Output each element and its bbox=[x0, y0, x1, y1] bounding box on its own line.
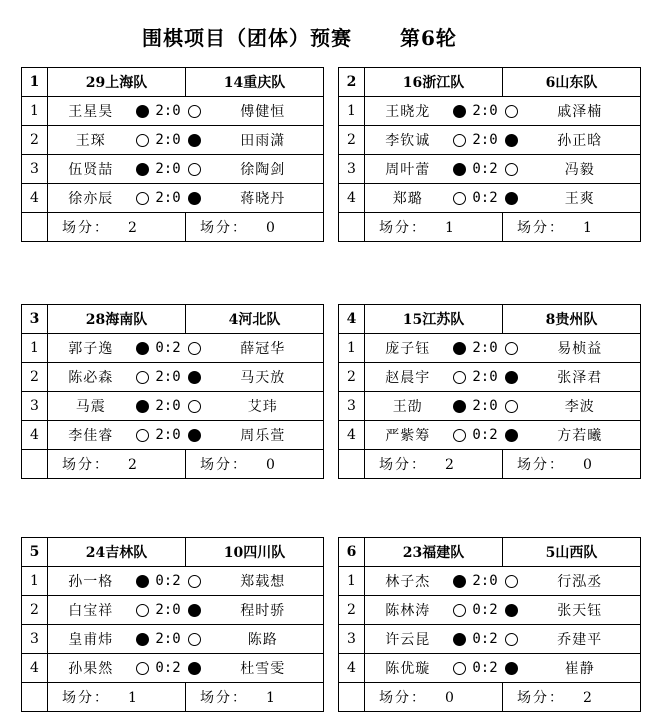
table-row bbox=[22, 654, 324, 683]
white-stone-icon bbox=[136, 604, 149, 617]
white-stone-icon bbox=[453, 662, 466, 675]
stone-a bbox=[451, 126, 468, 155]
black-stone-icon bbox=[453, 575, 466, 588]
stone-a bbox=[134, 155, 151, 184]
stone-b bbox=[503, 155, 520, 184]
stone-a bbox=[451, 155, 468, 184]
game-result: 2:0 bbox=[151, 596, 186, 625]
stone-a bbox=[134, 363, 151, 392]
board-number: 3 bbox=[22, 155, 48, 184]
black-stone-icon bbox=[136, 575, 149, 588]
game-result: 0:2 bbox=[151, 334, 186, 363]
score-value: 0 bbox=[583, 457, 592, 473]
white-stone-icon bbox=[188, 633, 201, 646]
player-b: 艾玮 bbox=[203, 392, 324, 421]
player-b: 冯毅 bbox=[520, 155, 641, 184]
game-result: 2:0 bbox=[151, 184, 186, 213]
black-stone-icon bbox=[136, 633, 149, 646]
score-label: 场分： bbox=[379, 220, 427, 236]
board-number: 3 bbox=[22, 392, 48, 421]
match-number: 3 bbox=[22, 305, 48, 334]
white-stone-icon bbox=[136, 429, 149, 442]
match-table bbox=[21, 67, 324, 242]
round-label: 第6轮 bbox=[400, 26, 457, 50]
table-row bbox=[339, 334, 641, 363]
team-a-score bbox=[48, 683, 186, 712]
game-result: 2:0 bbox=[468, 392, 503, 421]
stone-b bbox=[503, 392, 520, 421]
stone-a bbox=[134, 625, 151, 654]
board-number: 4 bbox=[22, 654, 48, 683]
team-a-name: 28海南队 bbox=[48, 305, 186, 334]
match-table bbox=[21, 537, 324, 712]
board-number: 4 bbox=[339, 184, 365, 213]
white-stone-icon bbox=[136, 371, 149, 384]
stone-b bbox=[503, 567, 520, 596]
score-row-blank bbox=[22, 683, 48, 712]
black-stone-icon bbox=[188, 134, 201, 147]
black-stone-icon bbox=[188, 604, 201, 617]
player-b: 张泽君 bbox=[520, 363, 641, 392]
table-row bbox=[339, 654, 641, 683]
stone-b bbox=[503, 421, 520, 450]
board-number: 4 bbox=[339, 421, 365, 450]
score-label: 场分： bbox=[379, 690, 427, 706]
player-a: 伍贤喆 bbox=[48, 155, 134, 184]
game-result: 0:2 bbox=[151, 654, 186, 683]
player-a: 赵晨宇 bbox=[365, 363, 451, 392]
game-result: 0:2 bbox=[468, 596, 503, 625]
stone-a bbox=[134, 421, 151, 450]
team-b-name: 4河北队 bbox=[186, 305, 324, 334]
table-row bbox=[22, 567, 324, 596]
board-number: 1 bbox=[22, 334, 48, 363]
table-row bbox=[339, 567, 641, 596]
table-row bbox=[22, 155, 324, 184]
player-b: 张天钰 bbox=[520, 596, 641, 625]
stone-a bbox=[451, 596, 468, 625]
table-row bbox=[339, 596, 641, 625]
stone-a bbox=[134, 334, 151, 363]
stone-a bbox=[134, 184, 151, 213]
stone-a bbox=[451, 97, 468, 126]
match-table bbox=[338, 537, 641, 712]
board-number: 4 bbox=[22, 184, 48, 213]
team-a-score bbox=[365, 213, 503, 242]
board-number: 4 bbox=[22, 421, 48, 450]
player-a: 林子杰 bbox=[365, 567, 451, 596]
game-result: 0:2 bbox=[468, 421, 503, 450]
game-result: 2:0 bbox=[151, 155, 186, 184]
match-number: 5 bbox=[22, 538, 48, 567]
black-stone-icon bbox=[453, 400, 466, 413]
stone-a bbox=[451, 567, 468, 596]
score-value: 0 bbox=[266, 457, 275, 473]
team-a-score bbox=[365, 683, 503, 712]
table-row bbox=[22, 392, 324, 421]
board-number: 4 bbox=[339, 654, 365, 683]
board-number: 1 bbox=[339, 567, 365, 596]
board-number: 3 bbox=[339, 392, 365, 421]
black-stone-icon bbox=[505, 604, 518, 617]
team-a-score bbox=[365, 450, 503, 479]
stone-b bbox=[503, 654, 520, 683]
game-result: 0:2 bbox=[468, 625, 503, 654]
match-table bbox=[338, 304, 641, 479]
match-number: 2 bbox=[339, 68, 365, 97]
team-a-name: 29上海队 bbox=[48, 68, 186, 97]
team-b-score bbox=[503, 450, 641, 479]
stone-a bbox=[451, 625, 468, 654]
player-a: 白宝祥 bbox=[48, 596, 134, 625]
player-b: 易桢益 bbox=[520, 334, 641, 363]
game-result: 2:0 bbox=[151, 126, 186, 155]
black-stone-icon bbox=[505, 662, 518, 675]
stone-b bbox=[503, 363, 520, 392]
score-label: 场分： bbox=[62, 220, 110, 236]
board-number: 3 bbox=[339, 155, 365, 184]
stone-a bbox=[134, 392, 151, 421]
stone-b bbox=[186, 654, 203, 683]
player-a: 王琛 bbox=[48, 126, 134, 155]
stone-b bbox=[186, 392, 203, 421]
board-number: 2 bbox=[22, 126, 48, 155]
team-b-score bbox=[186, 683, 324, 712]
game-result: 2:0 bbox=[468, 126, 503, 155]
black-stone-icon bbox=[453, 105, 466, 118]
player-a: 李佳睿 bbox=[48, 421, 134, 450]
stone-a bbox=[451, 363, 468, 392]
board-number: 3 bbox=[22, 625, 48, 654]
white-stone-icon bbox=[136, 192, 149, 205]
score-label: 场分： bbox=[379, 457, 427, 473]
table-row bbox=[339, 97, 641, 126]
white-stone-icon bbox=[453, 134, 466, 147]
black-stone-icon bbox=[505, 371, 518, 384]
player-b: 周乐萱 bbox=[203, 421, 324, 450]
player-b: 崔静 bbox=[520, 654, 641, 683]
player-b: 程时骄 bbox=[203, 596, 324, 625]
player-b: 陈路 bbox=[203, 625, 324, 654]
player-b: 徐陶剑 bbox=[203, 155, 324, 184]
game-result: 2:0 bbox=[151, 392, 186, 421]
white-stone-icon bbox=[188, 342, 201, 355]
team-a-score bbox=[48, 213, 186, 242]
white-stone-icon bbox=[505, 105, 518, 118]
player-b: 田雨潇 bbox=[203, 126, 324, 155]
match-table bbox=[338, 67, 641, 242]
stone-b bbox=[186, 334, 203, 363]
team-a-name: 24吉林队 bbox=[48, 538, 186, 567]
stone-b bbox=[186, 184, 203, 213]
black-stone-icon bbox=[505, 134, 518, 147]
team-b-score bbox=[503, 213, 641, 242]
board-number: 2 bbox=[22, 363, 48, 392]
black-stone-icon bbox=[505, 192, 518, 205]
table-row bbox=[339, 392, 641, 421]
board-number: 2 bbox=[22, 596, 48, 625]
player-a: 严紫筹 bbox=[365, 421, 451, 450]
board-number: 1 bbox=[339, 97, 365, 126]
black-stone-icon bbox=[136, 105, 149, 118]
player-b: 傅健恒 bbox=[203, 97, 324, 126]
stone-b bbox=[503, 184, 520, 213]
stone-b bbox=[503, 126, 520, 155]
score-value: 2 bbox=[445, 457, 454, 473]
team-b-name: 14重庆队 bbox=[186, 68, 324, 97]
game-result: 0:2 bbox=[468, 155, 503, 184]
black-stone-icon bbox=[453, 163, 466, 176]
score-row-blank bbox=[22, 213, 48, 242]
game-result: 2:0 bbox=[151, 625, 186, 654]
stone-a bbox=[134, 567, 151, 596]
white-stone-icon bbox=[505, 400, 518, 413]
player-a: 马震 bbox=[48, 392, 134, 421]
white-stone-icon bbox=[188, 400, 201, 413]
player-a: 庞子钰 bbox=[365, 334, 451, 363]
team-a-name: 23福建队 bbox=[365, 538, 503, 567]
match-number: 6 bbox=[339, 538, 365, 567]
player-a: 陈优璇 bbox=[365, 654, 451, 683]
white-stone-icon bbox=[188, 163, 201, 176]
board-number: 1 bbox=[22, 567, 48, 596]
board-number: 1 bbox=[339, 334, 365, 363]
table-row bbox=[22, 421, 324, 450]
player-a: 许云昆 bbox=[365, 625, 451, 654]
table-row bbox=[339, 363, 641, 392]
black-stone-icon bbox=[188, 429, 201, 442]
player-b: 马天放 bbox=[203, 363, 324, 392]
board-number: 2 bbox=[339, 126, 365, 155]
player-a: 王星昊 bbox=[48, 97, 134, 126]
match-number: 4 bbox=[339, 305, 365, 334]
player-b: 蒋晓丹 bbox=[203, 184, 324, 213]
stone-a bbox=[451, 421, 468, 450]
stone-b bbox=[186, 363, 203, 392]
black-stone-icon bbox=[136, 163, 149, 176]
player-b: 郑载想 bbox=[203, 567, 324, 596]
game-result: 2:0 bbox=[468, 567, 503, 596]
black-stone-icon bbox=[453, 633, 466, 646]
player-b: 孙正晗 bbox=[520, 126, 641, 155]
white-stone-icon bbox=[453, 371, 466, 384]
table-row bbox=[22, 363, 324, 392]
white-stone-icon bbox=[136, 134, 149, 147]
game-result: 0:2 bbox=[151, 567, 186, 596]
game-result: 2:0 bbox=[151, 97, 186, 126]
player-a: 陈必森 bbox=[48, 363, 134, 392]
player-a: 郑璐 bbox=[365, 184, 451, 213]
page-title bbox=[142, 22, 457, 51]
player-a: 李钦诚 bbox=[365, 126, 451, 155]
player-b: 薛冠华 bbox=[203, 334, 324, 363]
team-b-score bbox=[186, 450, 324, 479]
player-b: 乔建平 bbox=[520, 625, 641, 654]
black-stone-icon bbox=[188, 371, 201, 384]
board-number: 1 bbox=[22, 97, 48, 126]
score-value: 1 bbox=[583, 220, 592, 236]
player-a: 王劭 bbox=[365, 392, 451, 421]
score-value: 1 bbox=[128, 690, 137, 706]
team-a-name: 16浙江队 bbox=[365, 68, 503, 97]
table-row bbox=[339, 421, 641, 450]
white-stone-icon bbox=[505, 163, 518, 176]
team-b-name: 5山西队 bbox=[503, 538, 641, 567]
stone-b bbox=[503, 334, 520, 363]
stone-b bbox=[186, 97, 203, 126]
white-stone-icon bbox=[505, 575, 518, 588]
white-stone-icon bbox=[505, 633, 518, 646]
white-stone-icon bbox=[136, 662, 149, 675]
team-b-name: 8贵州队 bbox=[503, 305, 641, 334]
stone-b bbox=[503, 596, 520, 625]
white-stone-icon bbox=[505, 342, 518, 355]
table-row bbox=[339, 625, 641, 654]
stone-b bbox=[503, 625, 520, 654]
table-row bbox=[22, 126, 324, 155]
black-stone-icon bbox=[188, 192, 201, 205]
player-a: 周叶蕾 bbox=[365, 155, 451, 184]
board-number: 2 bbox=[339, 363, 365, 392]
player-a: 孙果然 bbox=[48, 654, 134, 683]
stone-b bbox=[186, 567, 203, 596]
player-a: 陈林涛 bbox=[365, 596, 451, 625]
score-label: 场分： bbox=[517, 457, 565, 473]
match-number: 1 bbox=[22, 68, 48, 97]
player-b: 杜雪雯 bbox=[203, 654, 324, 683]
team-b-score bbox=[503, 683, 641, 712]
black-stone-icon bbox=[136, 400, 149, 413]
game-result: 2:0 bbox=[151, 421, 186, 450]
score-value: 2 bbox=[128, 457, 137, 473]
table-row bbox=[339, 126, 641, 155]
player-b: 戚泽楠 bbox=[520, 97, 641, 126]
score-value: 1 bbox=[445, 220, 454, 236]
stone-b bbox=[186, 596, 203, 625]
player-a: 王晓龙 bbox=[365, 97, 451, 126]
score-value: 2 bbox=[583, 690, 592, 706]
score-label: 场分： bbox=[62, 457, 110, 473]
score-value: 2 bbox=[128, 220, 137, 236]
game-result: 2:0 bbox=[468, 363, 503, 392]
score-row-blank bbox=[22, 450, 48, 479]
black-stone-icon bbox=[453, 342, 466, 355]
stone-a bbox=[134, 654, 151, 683]
event-title: 围棋项目（团体）预赛 bbox=[142, 26, 352, 50]
white-stone-icon bbox=[188, 575, 201, 588]
stone-a bbox=[451, 184, 468, 213]
board-number: 3 bbox=[339, 625, 365, 654]
score-label: 场分： bbox=[517, 220, 565, 236]
stone-b bbox=[503, 97, 520, 126]
team-b-score bbox=[186, 213, 324, 242]
player-a: 孙一格 bbox=[48, 567, 134, 596]
table-row bbox=[22, 596, 324, 625]
game-result: 0:2 bbox=[468, 654, 503, 683]
table-row bbox=[339, 184, 641, 213]
table-row bbox=[22, 97, 324, 126]
stone-a bbox=[134, 97, 151, 126]
score-label: 场分： bbox=[517, 690, 565, 706]
white-stone-icon bbox=[188, 105, 201, 118]
game-result: 2:0 bbox=[468, 97, 503, 126]
match-table bbox=[21, 304, 324, 479]
black-stone-icon bbox=[188, 662, 201, 675]
score-row-blank bbox=[339, 213, 365, 242]
score-value: 0 bbox=[445, 690, 454, 706]
stone-a bbox=[451, 334, 468, 363]
player-b: 方若曦 bbox=[520, 421, 641, 450]
stone-a bbox=[451, 392, 468, 421]
table-row bbox=[339, 155, 641, 184]
table-row bbox=[22, 625, 324, 654]
player-b: 王爽 bbox=[520, 184, 641, 213]
white-stone-icon bbox=[453, 192, 466, 205]
stone-b bbox=[186, 625, 203, 654]
player-a: 皇甫炜 bbox=[48, 625, 134, 654]
stone-a bbox=[451, 654, 468, 683]
player-a: 徐亦辰 bbox=[48, 184, 134, 213]
score-label: 场分： bbox=[200, 690, 248, 706]
stone-a bbox=[134, 126, 151, 155]
score-label: 场分： bbox=[62, 690, 110, 706]
score-value: 0 bbox=[266, 220, 275, 236]
team-b-name: 6山东队 bbox=[503, 68, 641, 97]
game-result: 2:0 bbox=[468, 334, 503, 363]
game-result: 0:2 bbox=[468, 184, 503, 213]
black-stone-icon bbox=[136, 342, 149, 355]
score-label: 场分： bbox=[200, 457, 248, 473]
black-stone-icon bbox=[505, 429, 518, 442]
score-row-blank bbox=[339, 683, 365, 712]
stone-b bbox=[186, 155, 203, 184]
team-a-score bbox=[48, 450, 186, 479]
white-stone-icon bbox=[453, 429, 466, 442]
score-label: 场分： bbox=[200, 220, 248, 236]
board-number: 2 bbox=[339, 596, 365, 625]
team-a-name: 15江苏队 bbox=[365, 305, 503, 334]
white-stone-icon bbox=[453, 604, 466, 617]
table-row bbox=[22, 334, 324, 363]
stone-b bbox=[186, 126, 203, 155]
table-row bbox=[22, 184, 324, 213]
team-b-name: 10四川队 bbox=[186, 538, 324, 567]
player-a: 郭子逸 bbox=[48, 334, 134, 363]
score-value: 1 bbox=[266, 690, 275, 706]
player-b: 李波 bbox=[520, 392, 641, 421]
stone-a bbox=[134, 596, 151, 625]
player-b: 行泓丞 bbox=[520, 567, 641, 596]
score-row-blank bbox=[339, 450, 365, 479]
stone-b bbox=[186, 421, 203, 450]
game-result: 2:0 bbox=[151, 363, 186, 392]
